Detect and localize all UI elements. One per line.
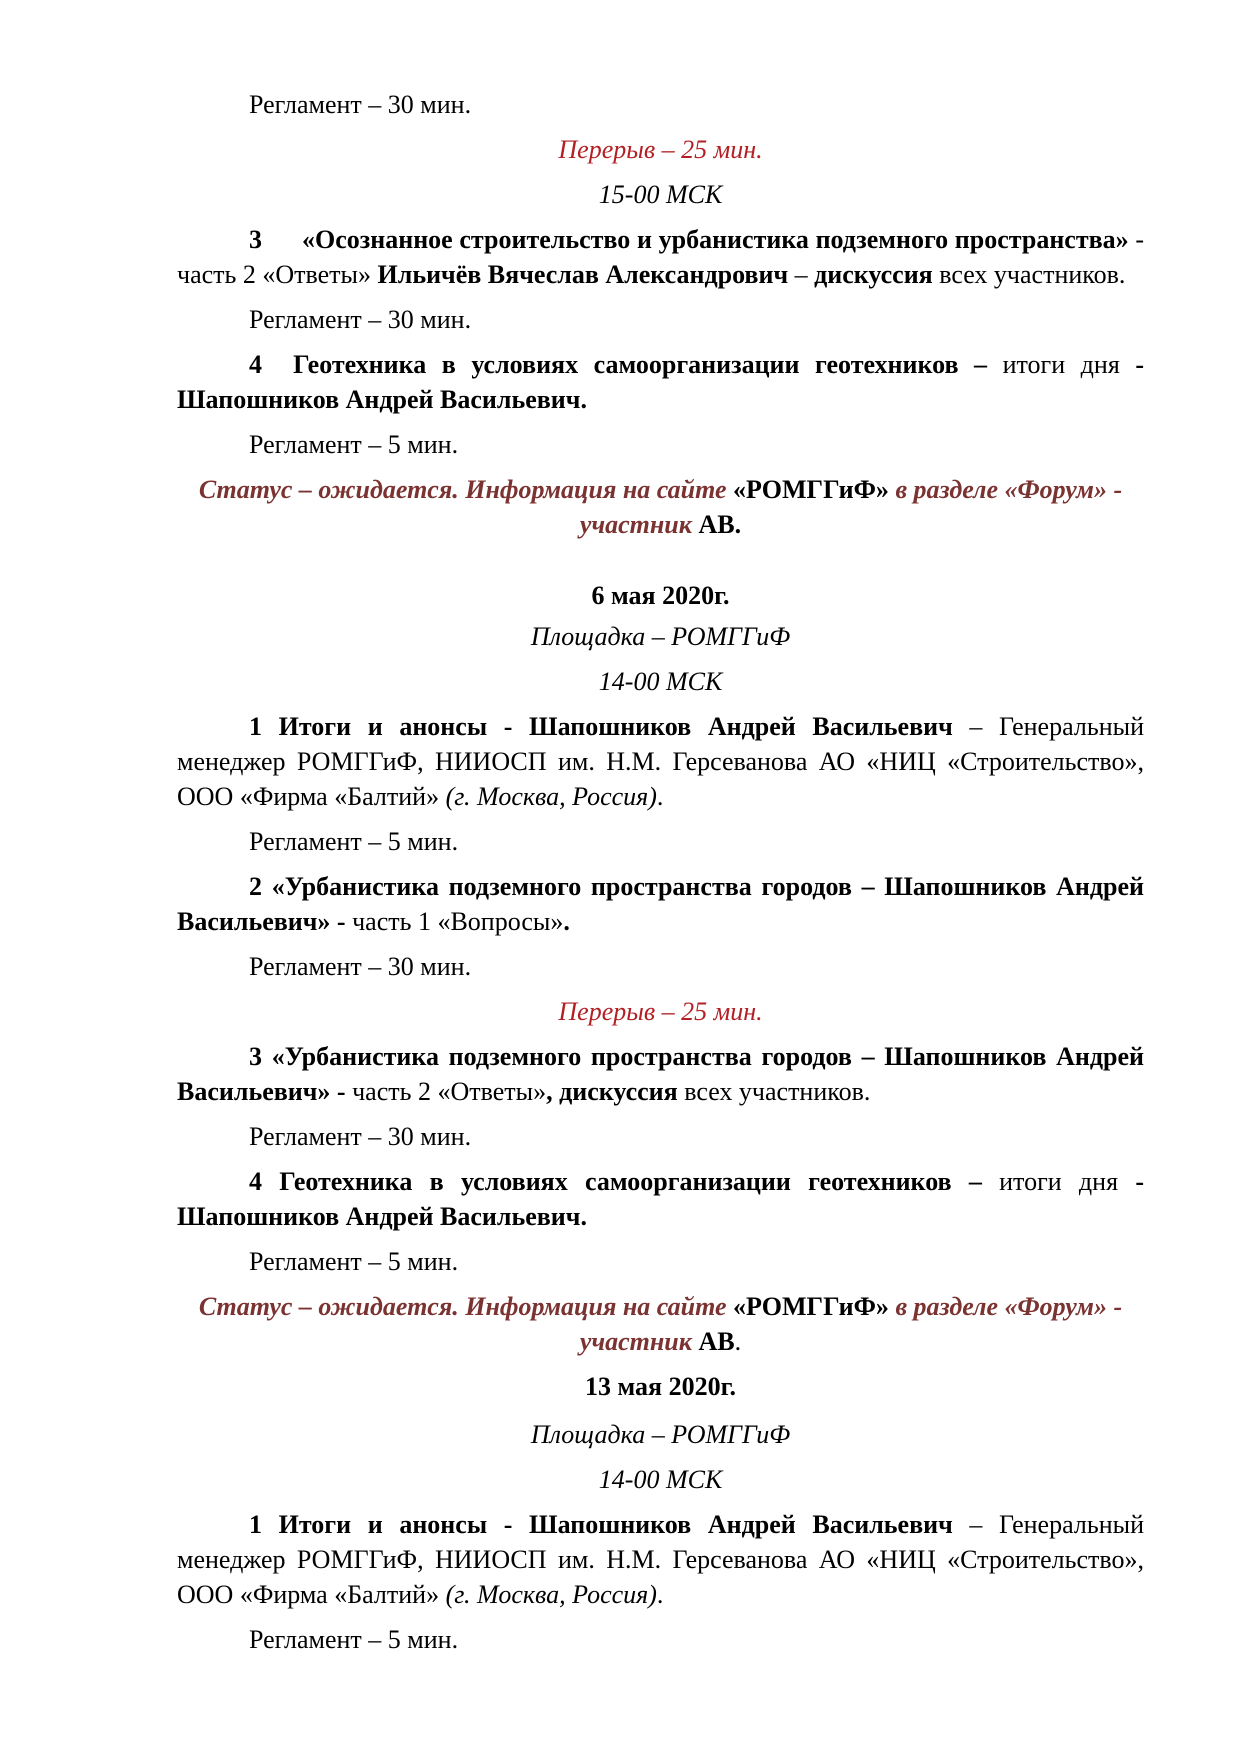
session-time: 14-00 МСК [598, 1465, 723, 1494]
program-content [177, 87, 1144, 1667]
day-date: 6 мая 2020г. [591, 581, 730, 610]
status-note: Статус – ожидается. Информация на сайте «РОМГГиФ» в разделе «Форум» - участник АВ. [198, 1292, 1123, 1356]
item-title: Геотехника в условиях самоорганизации геотехников – [293, 350, 988, 379]
site-link-text: «РОМГГиФ» [733, 475, 889, 504]
reglament-line: Регламент – 5 мин. [249, 430, 459, 459]
break-line: Перерыв – 25 мин. [558, 997, 763, 1026]
break-line: Перерыв – 25 мин. [558, 135, 763, 164]
reglament-line: Регламент – 30 мин. [249, 1122, 472, 1151]
item-title: 2 «Урбанистика подземного пространства городов – Шапошников Андрей Васильевич» - [177, 872, 1144, 936]
agenda-item-4: 4 Геотехника в условиях самоорганизации геотехников – итоги дня - Шапошников Андрей Васильевич. [177, 350, 1144, 414]
agenda-item-1: 1 Итоги и анонсы - Шапошников Андрей Васильевич – Генеральный менеджер РОМГГиФ, НИИОСП им. Н.М. Герсеванова АО «НИЦ «Строительство», ООО «Фирма «Балтий» (г. Москва, Россия). [177, 712, 1144, 811]
speaker-name: - Шапошников Андрей Васильевич. [177, 1167, 1144, 1231]
agenda-item-3: 3 «Урбанистика подземного пространства городов – Шапошников Андрей Васильевич» - часть 2 «Ответы», дискуссия всех участников. [177, 1042, 1144, 1106]
reglament-line: Регламент – 5 мин. [249, 1247, 459, 1276]
speaker-name: - Шапошников Андрей Васильевич. [177, 350, 1144, 414]
agenda-item-1: 1 Итоги и анонсы - Шапошников Андрей Васильевич – Генеральный менеджер РОМГГиФ, НИИОСП им. Н.М. Герсеванова АО «НИЦ «Строительство», ООО «Фирма «Балтий» (г. Москва, Россия). [177, 1510, 1144, 1609]
item-number: 3 [249, 225, 262, 254]
reglament-line: Регламент – 30 мин. [249, 90, 472, 119]
reglament-line: Регламент – 5 мин. [249, 827, 459, 856]
reglament-line: Регламент – 30 мин. [249, 952, 472, 981]
item-title: 4 Геотехника в условиях самоорганизации геотехников – [249, 1167, 982, 1196]
item-title: 1 Итоги и анонсы - Шапошников Андрей Васильевич [249, 712, 953, 741]
session-time: 14-00 МСК [598, 667, 723, 696]
venue-line: Площадка – РОМГГиФ [530, 622, 791, 651]
item-title: «Осознанное строительство и урбанистика подземного пространства» [302, 225, 1129, 254]
agenda-item-2: 2 «Урбанистика подземного пространства городов – Шапошников Андрей Васильевич» - часть 1 «Вопросы». [177, 872, 1144, 936]
day-date: 13 мая 2020г. [585, 1372, 736, 1401]
status-note: Статус – ожидается. Информация на сайте «РОМГГиФ» в разделе «Форум» - участник АВ. [198, 475, 1123, 539]
item-title: 1 Итоги и анонсы - Шапошников Андрей Васильевич [249, 1510, 953, 1539]
agenda-item-4: 4 Геотехника в условиях самоорганизации геотехников – итоги дня - Шапошников Андрей Васильевич. [177, 1167, 1144, 1231]
agenda-item-3: 3 «Осознанное строительство и урбанистика подземного пространства» - часть 2 «Ответы» Ильичёв Вячеслав Александрович – дискуссия всех участников. [177, 225, 1144, 289]
site-link-text: «РОМГГиФ» [733, 1292, 889, 1321]
session-time: 15-00 МСК [598, 180, 723, 209]
speaker-name: Ильичёв Вячеслав Александрович [377, 260, 789, 289]
reglament-line: Регламент – 5 мин. [249, 1625, 459, 1654]
venue-line: Площадка – РОМГГиФ [530, 1420, 791, 1449]
reglament-line: Регламент – 30 мин. [249, 305, 472, 334]
item-title: 3 «Урбанистика подземного пространства городов – Шапошников Андрей Васильевич» - [177, 1042, 1144, 1106]
